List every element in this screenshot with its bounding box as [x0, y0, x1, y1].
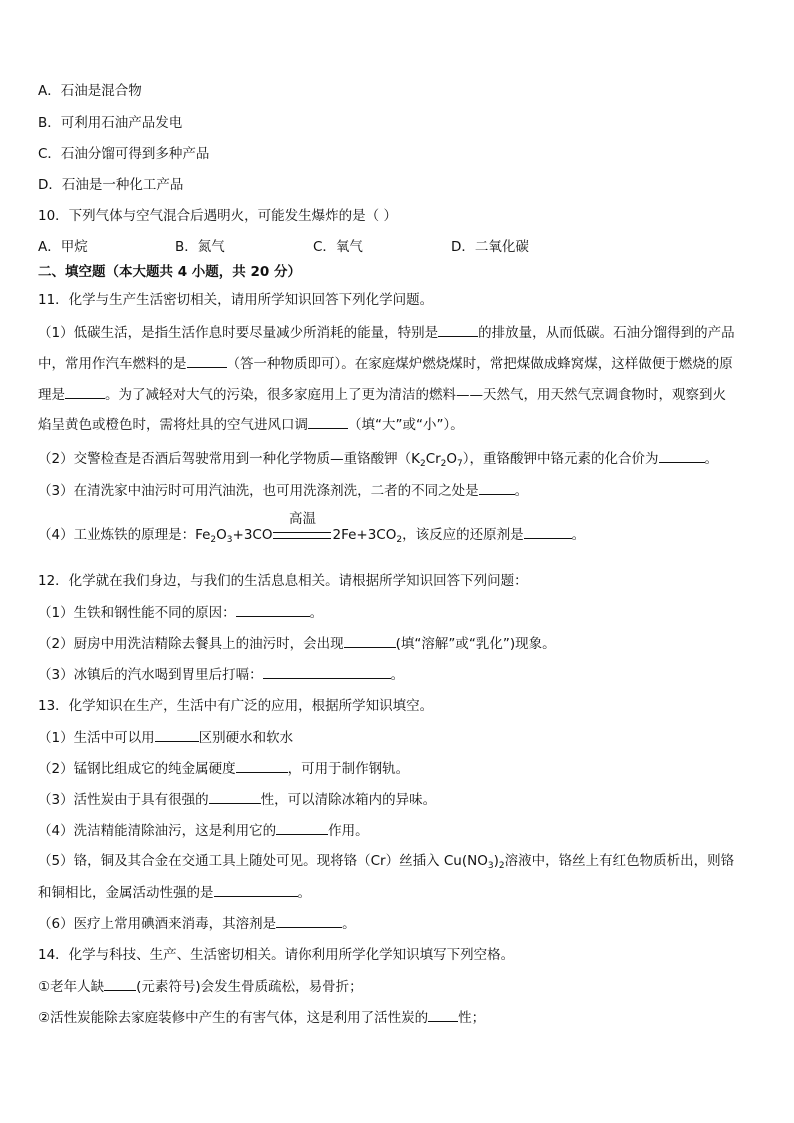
- q11-p1-text-f: 。为了减轻对大气的污染，很多家庭用上了更为清洁的燃料——天然气，用天然气烹调食物时，观察到火: [105, 387, 726, 403]
- q11-p3-text-a: （3）在清洗家中油污时可用汽油洗，也可用洗涤剂洗，二者的不同之处是: [38, 483, 479, 499]
- q13-part5-line1: [38, 852, 734, 875]
- q13-part2: [38, 759, 409, 778]
- q14-p1-text-a: ①老年人缺: [38, 979, 105, 995]
- q11-p2-text-b: ），重铬酸钾中铬元素的化合价为: [462, 451, 659, 467]
- answer-blank[interactable]: [659, 449, 705, 463]
- q13-p4-text-a: （4）洗洁精能清除油污，这是利用它的: [38, 823, 277, 839]
- q11-part3: [38, 481, 528, 500]
- q14-p2-text-a: ②活性炭能除去家庭装修中产生的有害气体，这是利用了活性炭的: [38, 1010, 429, 1026]
- answer-blank[interactable]: [263, 665, 391, 679]
- q13-part6: [38, 914, 356, 933]
- answer-blank[interactable]: [428, 1008, 458, 1022]
- q13-p5-text-c: 溶液中，铬丝上有红色物质析出，则铬: [504, 853, 735, 869]
- answer-blank[interactable]: [187, 354, 227, 368]
- q13-p4-text-b: 作用。: [328, 823, 369, 839]
- q12-part1: [38, 603, 323, 622]
- q11-p2-text-a: （2）交警检查是否酒后驾驶常用到一种化学物质—重铬酸钾（K: [38, 451, 420, 467]
- q14-stem: 14．化学与科技、生产、生活密切相关。请你利用所学化学知识填写下列空格。: [38, 947, 515, 963]
- subscript: 2: [396, 535, 403, 545]
- q11-p2-cr: Cr: [425, 451, 441, 467]
- answer-blank[interactable]: [479, 481, 515, 495]
- answer-blank[interactable]: [344, 634, 396, 648]
- q13-p6-text-a: （6）医疗上常用碘酒来消毒，其溶剂是: [38, 916, 277, 932]
- answer-blank[interactable]: [104, 977, 136, 991]
- answer-blank[interactable]: [276, 914, 342, 928]
- q9-option-d: D．石油是一种化工产品: [38, 177, 184, 193]
- answer-blank[interactable]: [236, 603, 310, 617]
- q10-option-b: B．氮气: [175, 239, 225, 255]
- q11-part2: [38, 449, 718, 473]
- q11-p1-text-e: 理是: [38, 387, 65, 403]
- q12-p1-text-b: 。: [309, 605, 324, 621]
- q11-part4: [38, 511, 586, 549]
- subscript: 3: [226, 535, 233, 545]
- q13-p2-text-a: （2）锰钢比组成它的纯金属硬度: [38, 761, 236, 777]
- q11-p1-text-a: （1）低碳生活，是指生活作息时要尽量减少所消耗的能量，特别是: [38, 325, 439, 341]
- q9-option-a: A．石油是混合物: [38, 83, 142, 99]
- q14-p1-text-b: (元素符号)会发生骨质疏松，易骨折；: [136, 979, 363, 995]
- subscript: 3: [487, 861, 494, 871]
- q12-p1-text-a: （1）生铁和钢性能不同的原因：: [38, 605, 236, 621]
- q12-p2-text-b: (填“溶解”或“乳化”)现象。: [395, 636, 556, 652]
- subscript: 2: [498, 861, 505, 871]
- q13-p5-text-a: （5）铬，铜及其合金在交通工具上随处可见。现将铬（Cr）丝插入 Cu(NO: [38, 853, 488, 869]
- subscript: 2: [210, 535, 217, 545]
- q11-part1-line1: [38, 323, 735, 342]
- q13-part3: [38, 790, 436, 809]
- q11-p1-text-g: 焰呈黄色或橙色时，需将灶具的空气进风口调: [38, 417, 308, 433]
- q11-p1-text-c: 中，常用作汽车燃料的是: [38, 356, 187, 372]
- q12-p3-text-a: （3）冰镇后的汽水喝到胃里后打嗝：: [38, 667, 263, 683]
- q11-p2-text-c: 。: [704, 451, 719, 467]
- q11-part1-line4: [38, 415, 464, 434]
- q11-p4-text-b: ，该反应的还原剂是: [402, 527, 524, 543]
- q13-part5-line2: [38, 883, 311, 902]
- q12-p3-text-b: 。: [390, 667, 405, 683]
- q11-p1-text-b: 的排放量，从而低碳。石油分馏得到的产品: [478, 325, 735, 341]
- q11-p4-text-c: 。: [571, 527, 586, 543]
- q13-p3-text-b: 性，可以清除冰箱内的异味。: [260, 792, 437, 808]
- q10-option-d: D．二氧化碳: [451, 239, 529, 255]
- answer-blank[interactable]: [155, 728, 199, 742]
- answer-blank[interactable]: [65, 385, 105, 399]
- q10-option-c: C．氧气: [313, 239, 363, 255]
- q11-p4-product: 2Fe+3CO: [332, 527, 397, 543]
- answer-blank[interactable]: [308, 415, 348, 429]
- q11-p4-o: O: [216, 527, 227, 543]
- q11-p4-reactant: +3CO: [232, 527, 273, 543]
- reaction-condition: 高温: [288, 511, 316, 527]
- q12-p2-text-a: （2）厨房中用洗洁精除去餐具上的油污时，会出现: [38, 636, 344, 652]
- q13-part1: [38, 728, 293, 747]
- subscript: 2: [419, 459, 426, 469]
- q12-stem: 12．化学就在我们身边，与我们的生活息息相关。请根据所学知识回答下列问题：: [38, 573, 528, 589]
- q11-p3-text-b: 。: [514, 483, 529, 499]
- section-title: 二、填空题（本大题共 4 小题，共 20 分）: [38, 264, 301, 280]
- q13-p1-text-b: 区别硬水和软水: [198, 730, 294, 746]
- q11-p4-text-a: （4）工业炼铁的原理是：Fe: [38, 527, 211, 543]
- q14-part1: [38, 977, 363, 996]
- q14-part2: [38, 1008, 485, 1027]
- q13-p5-text-d: 和铜相比，金属活动性强的是: [38, 885, 214, 901]
- q9-option-c: C．石油分馏可得到多种产品: [38, 146, 210, 162]
- answer-blank[interactable]: [236, 759, 288, 773]
- equals-arrow-icon: [273, 532, 331, 539]
- q11-p1-text-d: （答一种物质即可）。在家庭煤炉燃烧煤时，常把煤做成蜂窝煤，这样做便于燃烧的原: [226, 356, 733, 372]
- q11-part1-line2: [38, 354, 733, 373]
- q13-p1-text-a: （1）生活中可以用: [38, 730, 155, 746]
- q9-option-b: B．可利用石油产品发电: [38, 115, 183, 131]
- q11-p1-text-h: （填“大”或“小”）。: [348, 417, 464, 433]
- reaction-arrow: [272, 511, 332, 544]
- q13-p5-text-e: 。: [297, 885, 311, 901]
- subscript: 7: [457, 459, 463, 469]
- q11-stem: 11．化学与生产生活密切相关，请用所学知识回答下列化学问题。: [38, 292, 434, 308]
- answer-blank[interactable]: [276, 821, 328, 835]
- q14-p2-text-b: 性；: [458, 1010, 486, 1026]
- answer-blank[interactable]: [209, 790, 261, 804]
- answer-blank[interactable]: [524, 525, 572, 539]
- q11-part1-line3: [38, 385, 726, 404]
- q13-p6-text-b: 。: [342, 916, 356, 932]
- q13-p5-text-b: ): [493, 853, 499, 869]
- q13-p2-text-b: ，可用于制作钢轨。: [287, 761, 410, 777]
- q12-part2: [38, 634, 556, 653]
- q13-p3-text-a: （3）活性炭由于具有很强的: [38, 792, 209, 808]
- q11-p2-o: O: [446, 451, 458, 467]
- q10-option-a: A．甲烷: [38, 239, 88, 255]
- subscript: 2: [440, 459, 447, 469]
- q13-part4: [38, 821, 369, 840]
- answer-blank[interactable]: [438, 323, 478, 337]
- q12-part3: [38, 665, 404, 684]
- answer-blank[interactable]: [214, 883, 298, 897]
- q10-stem: 10．下列气体与空气混合后遇明火，可能发生爆炸的是（ ）: [38, 208, 397, 224]
- q13-stem: 13．化学知识在生产，生活中有广泛的应用，根据所学知识填空。: [38, 698, 434, 714]
